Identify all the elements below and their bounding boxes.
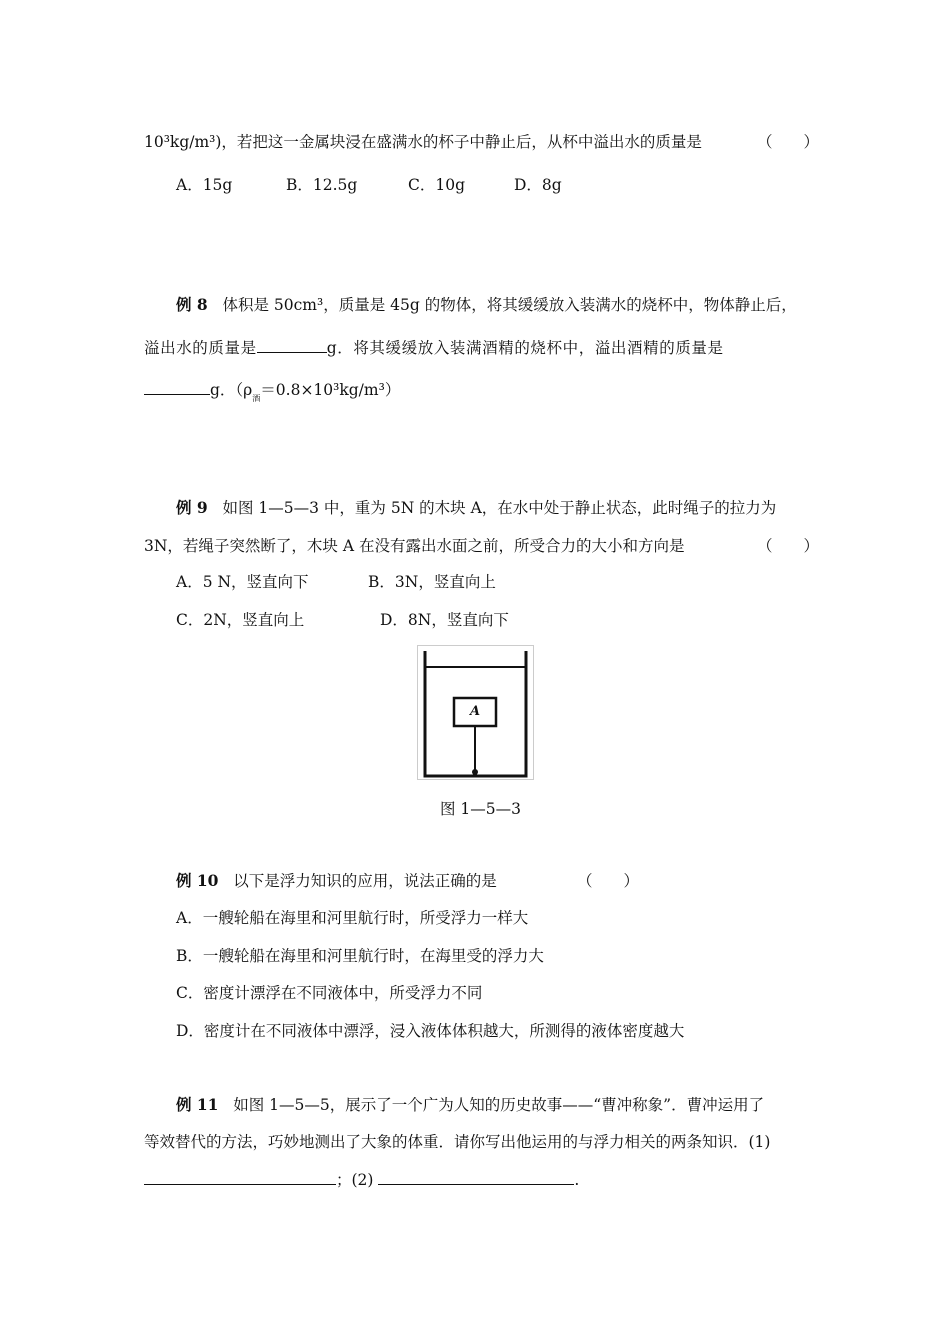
q10-option-c: C．密度计漂浮在不同液体中，所受浮力不同 <box>176 984 483 1002</box>
q10-text-1: 以下是浮力知识的应用，说法正确的是 <box>233 872 497 890</box>
q9-option-a: A．5 N，竖直向下 <box>176 573 309 591</box>
q9-answer-paren: （ ） <box>757 537 820 555</box>
q10-line-1 <box>176 870 497 892</box>
q9-line-1 <box>176 497 776 519</box>
q9-text-1: 如图 1—5—3 中，重为 5N 的木块 A，在水中处于静止状态，此时绳子的拉力为 <box>222 499 777 517</box>
q8-text-3a: g．（ρ <box>210 381 253 399</box>
q9-label: 例 9 <box>176 498 208 517</box>
q8-line-3 <box>144 379 400 410</box>
q11-text-2: 等效替代的方法，巧妙地测出了大象的体重．请你写出他运用的与浮力相关的两条知识．(1) <box>144 1133 771 1151</box>
q11-text-3-mid: ；(2) <box>336 1171 374 1189</box>
q11-blank-2[interactable] <box>378 1170 574 1185</box>
q7-option-a: A．15g <box>176 176 233 194</box>
q10-option-b: B．一艘轮船在海里和河里航行时，在海里受的浮力大 <box>176 947 544 965</box>
q10-label: 例 10 <box>176 871 219 890</box>
q10-option-d: D．密度计在不同液体中漂浮，浸入液体体积越大，所测得的液体密度越大 <box>176 1022 685 1040</box>
q8-line-1 <box>176 294 797 316</box>
figure-caption: 图 1—5—3 <box>440 800 522 818</box>
q9-text-2: 3N，若绳子突然断了，木块 A 在没有露出水面之前，所受合力的大小和方向是 <box>144 537 685 555</box>
q11-line-2 <box>144 1131 770 1153</box>
q7-option-d: D．8g <box>514 176 562 194</box>
q8-text-2b: g．将其缓缓放入装满酒精的烧杯中，溢出酒精的质量是 <box>326 339 724 357</box>
q9-option-b: B．3N，竖直向上 <box>368 573 496 591</box>
q7-option-c: C．10g <box>408 176 466 194</box>
q8-blank-alcohol[interactable] <box>144 380 210 395</box>
q10-option-a: A．一艘轮船在海里和河里航行时，所受浮力一样大 <box>176 909 529 927</box>
q7-option-b: B．12.5g <box>286 176 358 194</box>
q11-label: 例 11 <box>176 1095 219 1114</box>
block-a-label: A <box>469 704 481 719</box>
q11-blank-1[interactable] <box>144 1170 336 1185</box>
q11-line-1 <box>176 1094 764 1116</box>
q8-text-3b: ＝0.8×10³kg/m³） <box>260 381 401 399</box>
q7-stem-line: 10³kg/m³)，若把这一金属块浸在盛满水的杯子中静止后，从杯中溢出水的质量是 <box>144 133 702 151</box>
q9-option-c: C．2N，竖直向上 <box>176 611 305 629</box>
q8-blank-water[interactable] <box>257 338 327 353</box>
q9-line-2 <box>144 535 684 557</box>
anchor <box>472 769 478 775</box>
q8-line-2 <box>144 337 724 359</box>
q11-text-3-end: . <box>574 1171 580 1189</box>
figure-1-5-3 <box>417 645 534 780</box>
q8-rho-subscript: 酒 <box>252 394 261 403</box>
q7-answer-paren: （ ） <box>757 133 820 151</box>
q11-text-1: 如图 1—5—5，展示了一个广为人知的历史故事——“曹冲称象”．曹冲运用了 <box>233 1096 765 1114</box>
q9-option-d: D．8N，竖直向下 <box>380 611 509 629</box>
q10-answer-paren: （ ） <box>577 872 640 890</box>
q11-line-3 <box>144 1169 579 1191</box>
q8-label: 例 8 <box>176 295 208 314</box>
q8-text-1: 体积是 50cm³，质量是 45g 的物体，将其缓缓放入装满水的烧杯中，物体静止后， <box>222 296 797 314</box>
q8-text-2a: 溢出水的质量是 <box>144 339 257 357</box>
